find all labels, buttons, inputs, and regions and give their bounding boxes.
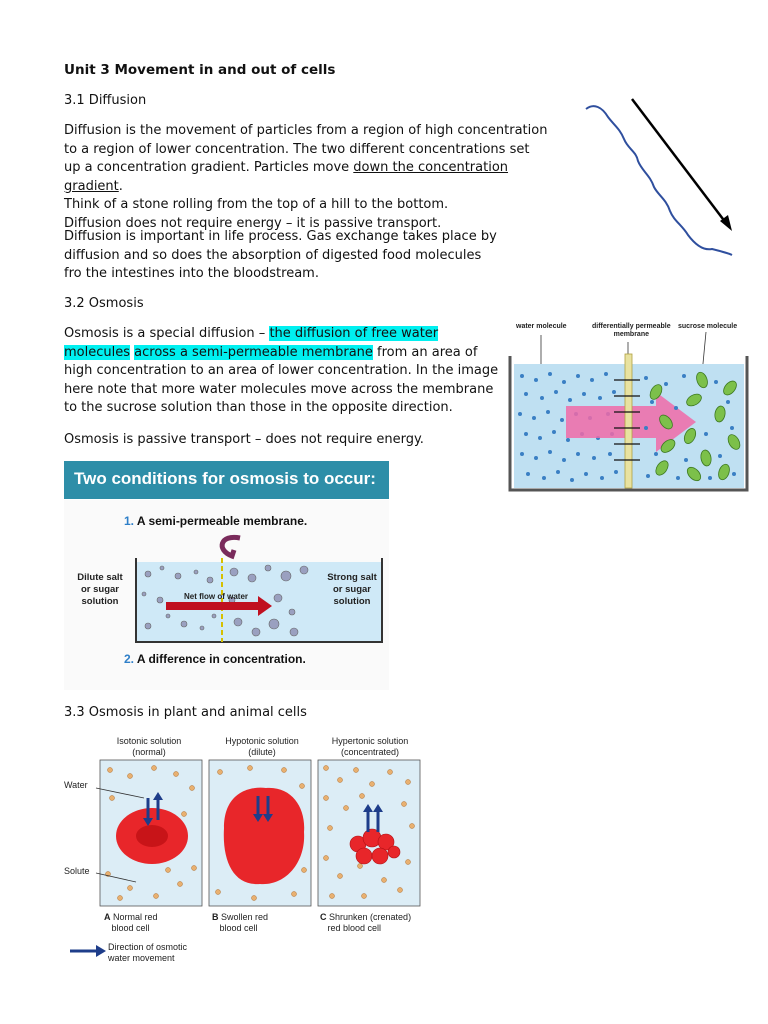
hill-gradient-diagram [580, 95, 740, 260]
hypertonic-title: Hypertonic solution (concentrated) [331, 736, 409, 757]
membrane-beaker-figure [506, 318, 751, 496]
label-water-molecule: water molecule [516, 323, 567, 330]
concentration-gradient-underline: down the concentration gradient [64, 160, 509, 194]
legend-label: Direction of osmotic water movement [108, 942, 188, 963]
strong-label: Strong salt or sugar solution [327, 572, 377, 607]
conditions-banner-title: Two conditions for osmosis to occur: [74, 469, 376, 488]
membrane-strip [625, 354, 632, 488]
legend-arrow [68, 944, 108, 958]
blood-cells-svg [64, 758, 424, 908]
highlight-free-water: the diffusion of free water molecules [64, 326, 439, 360]
caption-a: A Normal red blood cell [104, 912, 158, 933]
downhill-arrow [632, 99, 726, 223]
condition-1: 1. A semi-permeable membrane. [124, 514, 308, 528]
solute-label: Solute [64, 866, 90, 876]
net-flow-label: Net flow of water [184, 592, 249, 601]
osmosis-paragraph-2: Osmosis is passive transport – does not require energy. [64, 432, 424, 447]
dilute-label: Dilute salt or sugar solution [77, 572, 123, 607]
diffusion-paragraph-2: Diffusion is important in life process. Gas exchange takes place by diffusion and so does the absorption of digested food molecules fro the intestines into the bloodstream. [64, 229, 497, 282]
hill-curve [586, 106, 732, 255]
label-membrane: differentially permeable membrane [592, 323, 671, 338]
conditions-figure [64, 500, 389, 690]
beaker-svg [506, 318, 751, 496]
highlight-semi-permeable: across a semi-permeable membrane [134, 344, 373, 360]
condition-2: 2. A difference in concentration. [124, 652, 306, 666]
heading-diffusion: 3.1 Diffusion [64, 93, 147, 108]
diffusion-paragraph-1: Diffusion is the movement of particles from a region of high concentration to a region of lower concentration. The two different concentrations set up a concentration gradient. Particles move down the concentration gradient. Think of a stone rolling from the top of a hill to the bottom. Diffusion does not require energy – it is passive transport. [64, 123, 548, 231]
caption-c: C Shrunken (crenated) red blood cell [320, 912, 412, 933]
label-sucrose-molecule: sucrose molecule [678, 323, 738, 330]
heading-osmosis: 3.2 Osmosis [64, 296, 144, 311]
blood-cell-figure [64, 734, 424, 970]
membrane-pointer-arrow [222, 537, 240, 556]
document-title: Unit 3 Movement in and out of cells [64, 62, 336, 78]
water-label: Water [64, 780, 88, 790]
heading-plant-animal: 3.3 Osmosis in plant and animal cells [64, 705, 307, 720]
hypotonic-title: Hypotonic solution (dilute) [225, 736, 299, 757]
isotonic-title: Isotonic solution (normal) [116, 736, 182, 757]
caption-b: B Swollen red blood cell [212, 912, 269, 933]
normal-cell-center [136, 825, 168, 847]
swollen-red-cell [224, 788, 304, 884]
conditions-banner [64, 461, 389, 489]
osmosis-paragraph-1: Osmosis is a special diffusion – the diffusion of free water molecules across a semi-permeable membrane from an area of high concentration to an area of lower concentration. In the image here note that more water molecules move across the membrane to the sucrose solution than those in the opposite direction. [64, 326, 499, 416]
